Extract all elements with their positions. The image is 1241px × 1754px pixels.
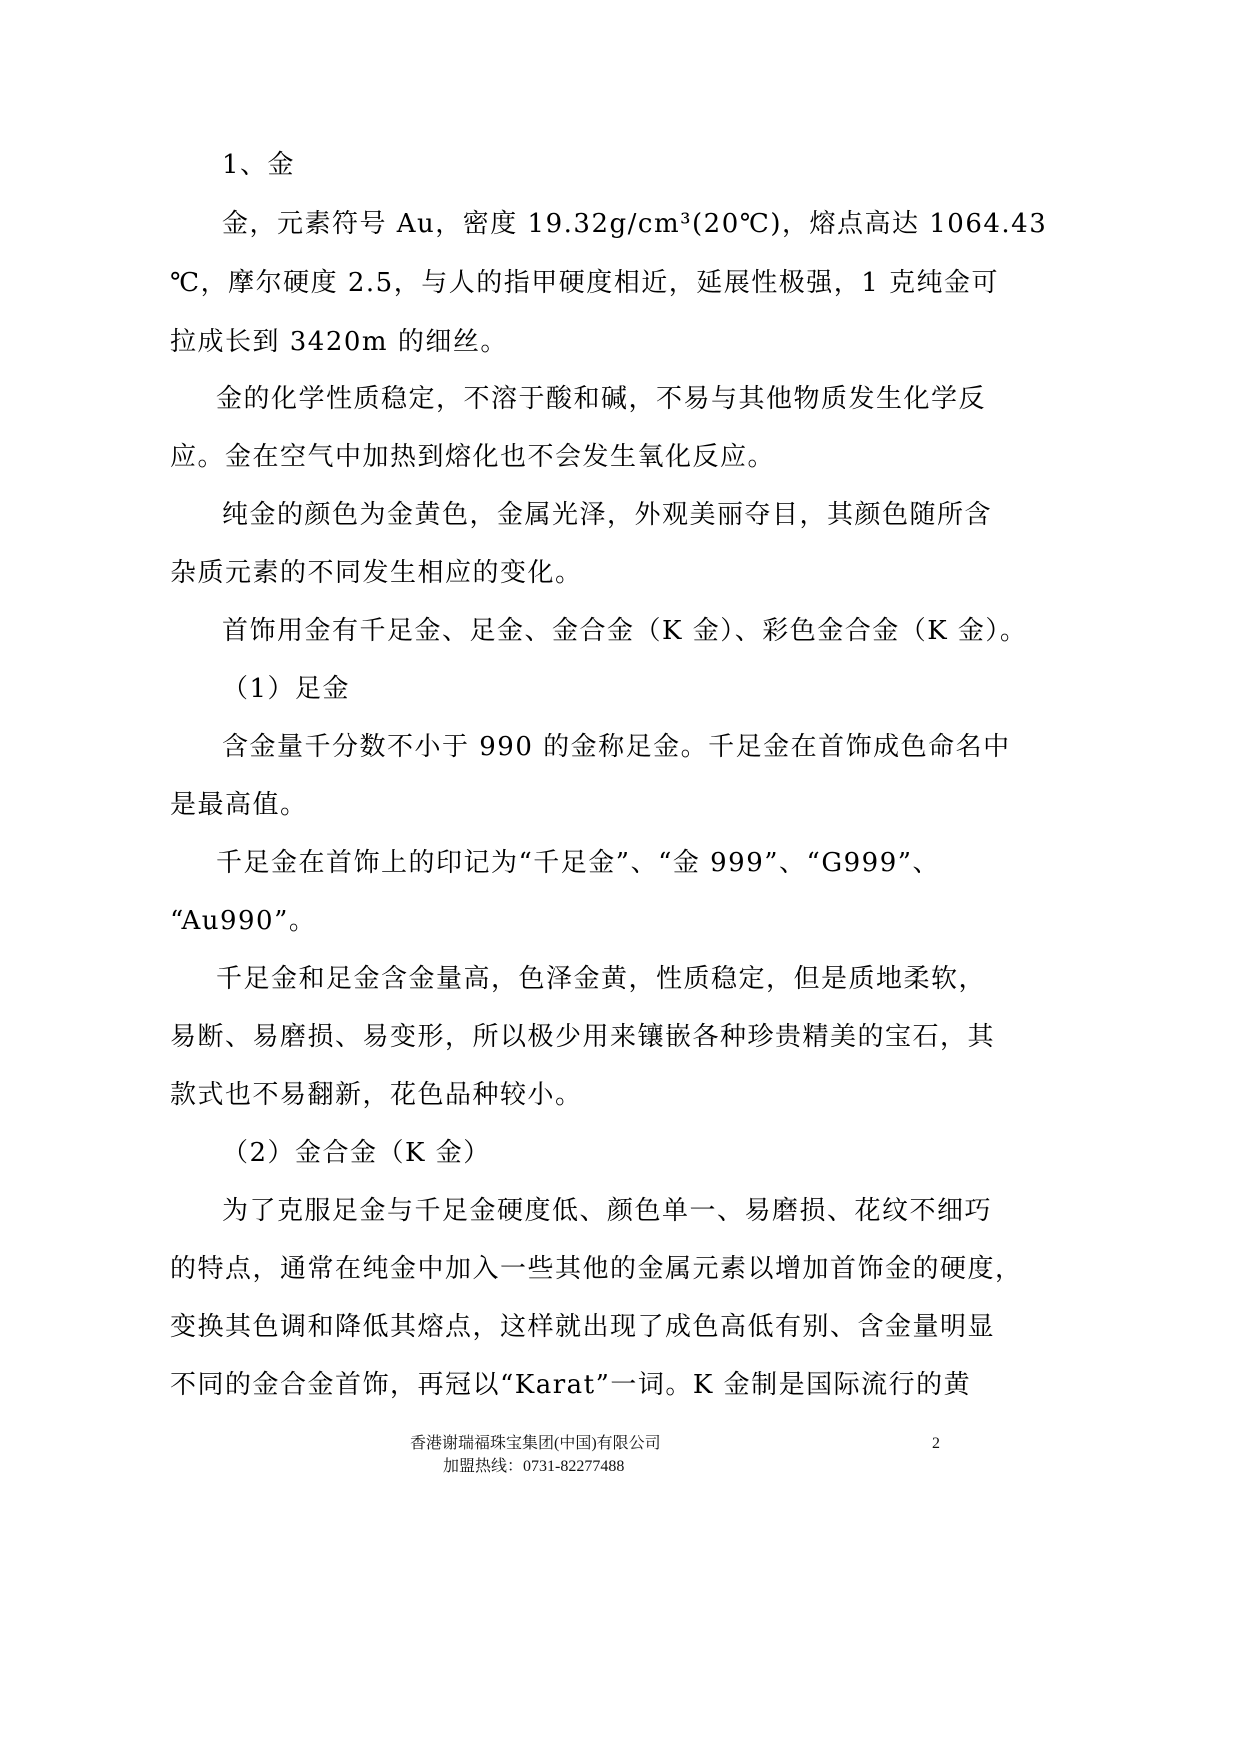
para-kjin-line-3: 变换其色调和降低其熔点，这样就出现了成色高低有别、含金量明显 (170, 1312, 996, 1342)
footer-company-name: 香港谢瑞福珠宝集团(中国)有限公司 (410, 1435, 661, 1452)
footer-hotline: 加盟热线：0731-82277488 (443, 1458, 625, 1475)
page-number: 2 (932, 1435, 940, 1452)
para-jewelry-gold-types: 首饰用金有千足金、足金、金合金（K 金）、彩色金合金（K 金）。 (222, 616, 1028, 646)
para-kjin-line-2: 的特点，通常在纯金中加入一些其他的金属元素以增加首饰金的硬度， (170, 1254, 1023, 1284)
para-zujin-traits-line-2: 易断、易磨损、易变形，所以极少用来镶嵌各种珍贵精美的宝石，其 (170, 1022, 996, 1052)
para-kjin-line-1: 为了克服足金与千足金硬度低、颜色单一、易磨损、花纹不细巧 (222, 1196, 993, 1226)
para-gold-properties-line-2: ℃，摩尔硬度 2.5，与人的指甲硬度相近，延展性极强，1 克纯金可 (170, 268, 1000, 298)
para-kjin-line-4: 不同的金合金首饰，再冠以“Karat”一词。K 金制是国际流行的黄 (170, 1370, 972, 1400)
para-zujin-definition-line-1: 含金量千分数不小于 990 的金称足金。千足金在首饰成色命名中 (222, 732, 1011, 762)
para-zujin-definition-line-2: 是最高值。 (170, 790, 308, 820)
para-color-line-1: 纯金的颜色为金黄色，金属光泽，外观美丽夺目，其颜色随所含 (222, 500, 993, 530)
para-hallmark-line-2: “Au990”。 (170, 906, 317, 936)
para-gold-properties-line-3: 拉成长到 3420m 的细丝。 (170, 327, 508, 357)
heading-zujin: （1）足金 (222, 674, 351, 704)
para-color-line-2: 杂质元素的不同发生相应的变化。 (170, 558, 583, 588)
para-gold-properties-line-1: 金，元素符号 Au，密度 19.32g/cm³(20℃)，熔点高达 1064.43 (222, 209, 1048, 239)
heading-gold: 1、金 (222, 150, 296, 180)
para-chemical-line-2: 应。金在空气中加热到熔化也不会发生氧化反应。 (170, 442, 776, 472)
heading-kjin: （2）金合金（K 金） (222, 1138, 491, 1168)
para-zujin-traits-line-3: 款式也不易翻新，花色品种较小。 (170, 1080, 583, 1110)
para-hallmark-line-1: 千足金在首饰上的印记为“千足金”、“金 999”、“G999”、 (216, 848, 941, 878)
para-zujin-traits-line-1: 千足金和足金含金量高，色泽金黄，性质稳定，但是质地柔软， (216, 964, 987, 994)
para-chemical-line-1: 金的化学性质稳定，不溶于酸和碱，不易与其他物质发生化学反 (216, 384, 987, 414)
